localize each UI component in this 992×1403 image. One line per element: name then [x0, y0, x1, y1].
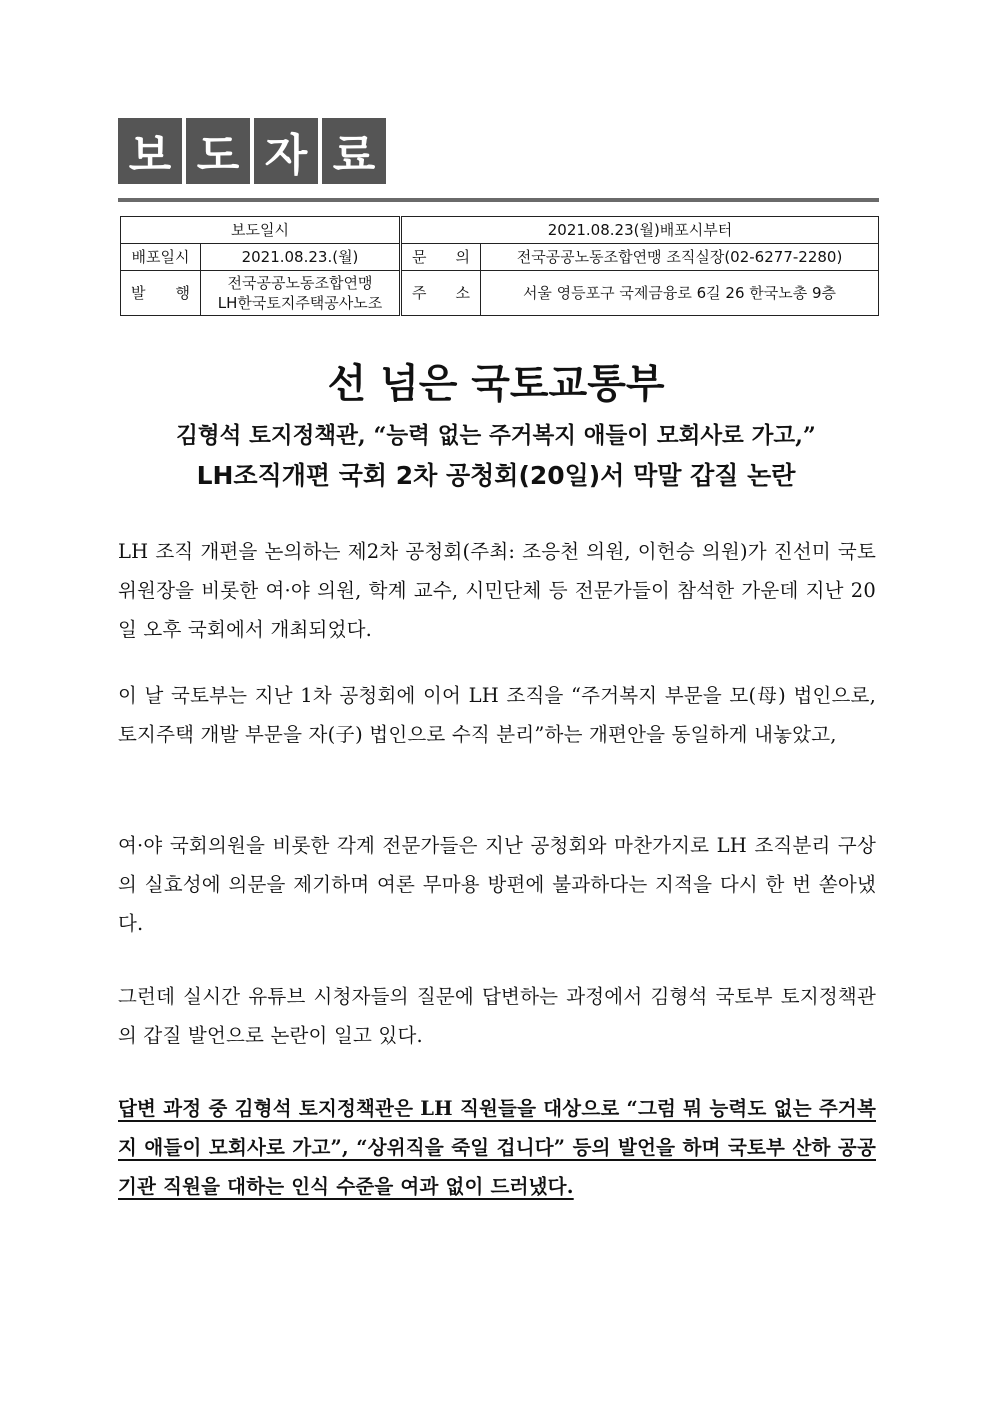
release-info-table: [120, 216, 879, 316]
issuer-label: 발 행: [121, 271, 201, 316]
body-paragraph: 여·야 국회의원을 비롯한 각계 전문가들은 지난 공청회와 마찬가지로 LH 조직분리 구상의 실효성에 의문을 제기하며 여론 무마용 방편에 불과하다는 지적을 다시 한 번 쏟아냈다.: [118, 834, 876, 935]
press-release-header: [118, 118, 386, 184]
body-paragraph: 그런데 실시간 유튜브 시청자들의 질문에 답변하는 과정에서 김형석 국토부 토지정책관의 갑질 발언으로 논란이 일고 있다.: [118, 985, 876, 1047]
header-char: 보: [118, 118, 182, 184]
issuer-value: [201, 271, 401, 316]
release-date-label: 보도일시: [121, 217, 401, 244]
body-paragraph: LH 조직 개편을 논의하는 제2차 공청회(주최: 조응천 의원, 이헌승 의원)가 진선미 국토위원장을 비롯한 여·야 의원, 학계 교수, 시민단체 등 전문가들이 참석한 가운데 지난 20일 오후 국회에서 개최되었다.: [118, 540, 876, 641]
body-paragraph: 이 날 국토부는 지난 1차 공청회에 이어 LH 조직을 “주거복지 부문을 모(母) 법인으로, 토지주택 개발 부문을 자(子) 법인으로 수직 분리”하는 개편안을 동일하게 내놓았고,: [118, 684, 876, 746]
inquiry-label: 문 의: [401, 244, 481, 271]
header-divider: [118, 198, 879, 202]
distribution-date-value: 2021.08.23.(월): [201, 244, 401, 271]
header-char: 도: [186, 118, 250, 184]
release-date-value: 2021.08.23(월)배포시부터: [401, 217, 879, 244]
issuer-line: LH한국토지주택공사노조: [217, 294, 383, 312]
address-label: 주 소: [401, 271, 481, 316]
subheadline: LH조직개편 국회 2차 공청회(20일)서 막말 갑질 논란: [196, 461, 796, 490]
subheadline-quote: 김형석 토지정책관, “능력 없는 주거복지 애들이 모회사로 가고,”: [176, 423, 816, 449]
headline: 선 넘은 국토교통부: [327, 361, 665, 407]
distribution-date-label: 배포일시: [121, 244, 201, 271]
issuer-line: 전국공공노동조합연맹: [227, 274, 373, 292]
highlighted-paragraph: 답변 과정 중 김형석 토지정책관은 LH 직원들을 대상으로 “그럼 뭐 능력도 없는 주거복지 애들이 모회사로 가고”, “상위직을 죽일 겁니다” 등의 발언을 하며 국토부 산하 공공기관 직원을 대하는 인식 수준을 여과 없이 드러냈다.: [118, 1097, 876, 1198]
address-value: 서울 영등포구 국제금융로 6길 26 한국노총 9층: [481, 271, 879, 316]
inquiry-value: 전국공공노동조합연맹 조직실장(02-6277-2280): [481, 244, 879, 271]
header-char: 자: [254, 118, 318, 184]
header-char: 료: [322, 118, 386, 184]
